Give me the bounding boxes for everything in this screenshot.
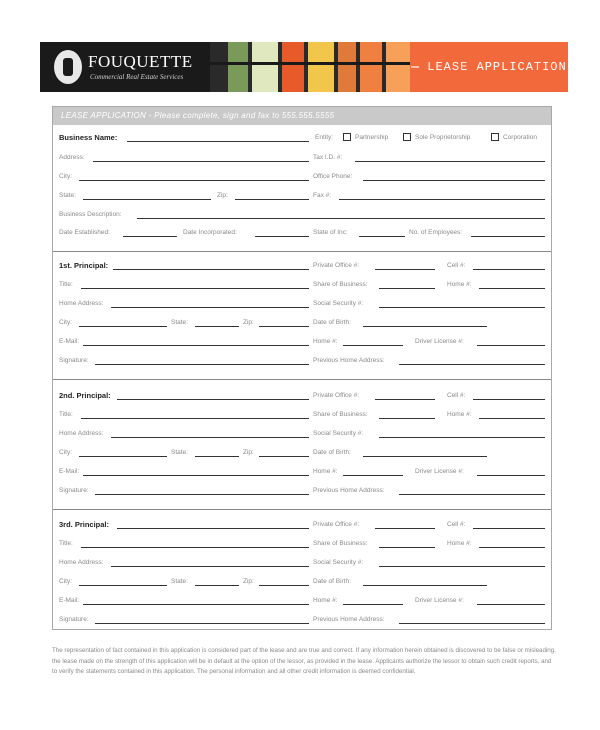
- principal-1-home-field[interactable]: [343, 345, 403, 346]
- principal-3-zip-field[interactable]: [259, 585, 309, 586]
- principal-1-heading: 1st. Principal:: [59, 261, 109, 270]
- principal-1-prev-address-field[interactable]: [399, 364, 545, 365]
- principal-3-state-field[interactable]: [195, 585, 239, 586]
- principal-2-private-office-label: Private Office #:: [313, 392, 360, 399]
- date-incorporated-field[interactable]: [255, 236, 309, 237]
- fax-field[interactable]: [339, 199, 545, 200]
- company-tagline: Commercial Real Estate Services: [90, 73, 184, 81]
- principal-2-dob-label: Date of Birth:: [313, 449, 351, 456]
- principal-3-home-address-field[interactable]: [111, 566, 309, 567]
- principal-1-zip-field[interactable]: [259, 326, 309, 327]
- header-banner: [40, 42, 568, 92]
- principal-2-title-label: Title:: [59, 411, 73, 418]
- principal-1-email-label: E-Mail:: [59, 338, 80, 345]
- principal-1-share-field[interactable]: [379, 288, 435, 289]
- principal-2-home-address-label: Home Address:: [59, 430, 104, 437]
- office-phone-field[interactable]: [363, 180, 545, 181]
- principal-3-home-address-label: Home Address:: [59, 559, 104, 566]
- principal-1-home-label: Home #:: [313, 338, 338, 345]
- principal-1-city-field[interactable]: [79, 326, 167, 327]
- principal-3-section: [53, 517, 551, 629]
- tax-id-field[interactable]: [355, 161, 545, 162]
- principal-2-heading: 2nd. Principal:: [59, 391, 111, 400]
- principal-3-dob-label: Date of Birth:: [313, 578, 351, 585]
- principal-1-zip-label: Zip:: [243, 319, 254, 326]
- business-description-label: Business Description:: [59, 211, 122, 218]
- principal-3-share-field[interactable]: [379, 547, 435, 548]
- principal-1-private-office-label: Private Office #:: [313, 262, 360, 269]
- principal-2-email-field[interactable]: [83, 475, 309, 476]
- principal-2-ssn-label: Social Security #:: [313, 430, 364, 437]
- principal-3-dob-field[interactable]: [363, 585, 487, 586]
- partnership-checkbox[interactable]: [343, 133, 351, 141]
- principal-2-name-field[interactable]: [117, 399, 309, 400]
- form-header: LEASE APPLICATION - Please complete, sign and fax to 555.555.5555: [53, 107, 551, 125]
- principal-1-cell-field[interactable]: [473, 269, 545, 270]
- principal-2-cell-field[interactable]: [473, 399, 545, 400]
- business-name-field[interactable]: [127, 141, 309, 142]
- principal-1-ssn-field[interactable]: [379, 307, 545, 308]
- principal-3-name-field[interactable]: [117, 528, 309, 529]
- principal-3-title-label: Title:: [59, 540, 73, 547]
- principal-2-home-label: Home #:: [313, 468, 338, 475]
- date-incorporated-label: Date Incorporated:: [183, 229, 237, 236]
- corporation-checkbox[interactable]: [491, 133, 499, 141]
- principal-2-share-label: Share of Business:: [313, 411, 368, 418]
- principal-1-cell-label: Cell #:: [447, 262, 466, 269]
- principal-1-prev-address-label: Previous Home Address:: [313, 357, 385, 364]
- principal-3-prev-address-label: Previous Home Address:: [313, 616, 385, 623]
- employees-field[interactable]: [471, 236, 545, 237]
- principal-3-city-label: City:: [59, 578, 72, 585]
- section-divider: [53, 509, 551, 510]
- state-label: State:: [59, 192, 76, 199]
- business-section: [53, 129, 551, 251]
- principal-3-home-field[interactable]: [343, 604, 403, 605]
- principal-3-cell-field[interactable]: [473, 528, 545, 529]
- principal-1-signature-label: Signature:: [59, 357, 89, 364]
- principal-1-name-field[interactable]: [113, 269, 309, 270]
- address-label: Address:: [59, 154, 85, 161]
- principal-2-home-phone-label: Home #:: [447, 411, 472, 418]
- principal-3-ssn-label: Social Security #:: [313, 559, 364, 566]
- principal-3-private-office-label: Private Office #:: [313, 521, 360, 528]
- principal-3-home-phone-field[interactable]: [479, 547, 545, 548]
- section-divider: [53, 379, 551, 380]
- entity-label: Entity:: [315, 134, 334, 141]
- corporation-label: Corporation: [503, 134, 537, 141]
- title-dash: [411, 66, 419, 68]
- principal-3-city-field[interactable]: [79, 585, 167, 586]
- principal-2-zip-label: Zip:: [243, 449, 254, 456]
- state-field[interactable]: [83, 199, 211, 200]
- company-logo: [40, 42, 210, 92]
- principal-2-ssn-field[interactable]: [379, 437, 545, 438]
- principal-2-title-field[interactable]: [81, 418, 309, 419]
- banner-window-image: [210, 42, 410, 92]
- sole-proprietorship-checkbox[interactable]: [403, 133, 411, 141]
- principal-1-state-field[interactable]: [195, 326, 239, 327]
- state-of-inc-field[interactable]: [359, 236, 405, 237]
- principal-2-prev-address-label: Previous Home Address:: [313, 487, 385, 494]
- city-label: City:: [59, 173, 72, 180]
- business-name-label: Business Name:: [59, 133, 118, 142]
- principal-3-prev-address-field[interactable]: [399, 623, 545, 624]
- date-established-field[interactable]: [123, 236, 177, 237]
- principal-1-home-address-label: Home Address:: [59, 300, 104, 307]
- principal-3-title-field[interactable]: [81, 547, 309, 548]
- date-established-label: Date Established:: [59, 229, 110, 236]
- partnership-label: Partnership: [355, 134, 389, 141]
- tax-id-label: Tax I.D. #:: [313, 154, 343, 161]
- principal-3-license-label: Driver License #:: [415, 597, 464, 604]
- principal-2-city-field[interactable]: [79, 456, 167, 457]
- principal-3-home-phone-label: Home #:: [447, 540, 472, 547]
- principal-2-home-phone-field[interactable]: [479, 418, 545, 419]
- logo-emblem-icon: [54, 50, 82, 84]
- principal-2-signature-label: Signature:: [59, 487, 89, 494]
- principal-1-city-label: City:: [59, 319, 72, 326]
- principal-1-signature-field[interactable]: [95, 364, 309, 365]
- principal-3-email-field[interactable]: [83, 604, 309, 605]
- principal-3-zip-label: Zip:: [243, 578, 254, 585]
- principal-2-home-field[interactable]: [343, 475, 403, 476]
- legal-disclaimer: The representation of fact contained in this application is considered part of the lease and are true and correct. If any information herein obtained is discovered to be false or misleading, the lease made on the strength of this application will be in default at the option of the lessor, as provided in the lease. Applicants authorize the lessor to obtain such credit reports, and to verify the statements contained in this application. The personal information and all other credit information is deemed confidential.: [52, 647, 556, 675]
- principal-2-signature-field[interactable]: [95, 494, 309, 495]
- principal-2-zip-field[interactable]: [259, 456, 309, 457]
- fax-label: Fax #:: [313, 192, 332, 199]
- principal-2-prev-address-field[interactable]: [399, 494, 545, 495]
- principal-1-home-phone-field[interactable]: [479, 288, 545, 289]
- principal-1-private-office-field[interactable]: [375, 269, 435, 270]
- address-field[interactable]: [93, 161, 309, 162]
- principal-2-cell-label: Cell #:: [447, 392, 466, 399]
- principal-1-dob-label: Date of Birth:: [313, 319, 351, 326]
- company-name: FOUQUETTE: [88, 52, 193, 71]
- principal-3-signature-field[interactable]: [95, 623, 309, 624]
- principal-1-dob-field[interactable]: [363, 326, 487, 327]
- principal-1-home-phone-label: Home #:: [447, 281, 472, 288]
- principal-3-email-label: E-Mail:: [59, 597, 80, 604]
- principal-3-state-label: State:: [171, 578, 188, 585]
- principal-2-email-label: E-Mail:: [59, 468, 80, 475]
- principal-2-city-label: City:: [59, 449, 72, 456]
- principal-1-title-label: Title:: [59, 281, 73, 288]
- principal-3-signature-label: Signature:: [59, 616, 89, 623]
- document-title: LEASE APPLICATION: [427, 60, 567, 74]
- principal-1-title-field[interactable]: [81, 288, 309, 289]
- section-divider: [53, 251, 551, 252]
- business-description-field[interactable]: [137, 218, 545, 219]
- principal-1-share-label: Share of Business:: [313, 281, 368, 288]
- principal-2-home-address-field[interactable]: [111, 437, 309, 438]
- principal-3-ssn-field[interactable]: [379, 566, 545, 567]
- principal-3-license-field[interactable]: [477, 604, 545, 605]
- principal-1-license-field[interactable]: [477, 345, 545, 346]
- principal-1-state-label: State:: [171, 319, 188, 326]
- principal-2-license-label: Driver License #:: [415, 468, 464, 475]
- principal-1-license-label: Driver License #:: [415, 338, 464, 345]
- principal-1-section: [53, 257, 551, 379]
- principal-2-license-field[interactable]: [477, 475, 545, 476]
- principal-3-home-label: Home #:: [313, 597, 338, 604]
- principal-1-home-address-field[interactable]: [111, 307, 309, 308]
- zip-field[interactable]: [235, 199, 309, 200]
- principal-3-private-office-field[interactable]: [375, 528, 435, 529]
- principal-2-private-office-field[interactable]: [375, 399, 435, 400]
- office-phone-label: Office Phone:: [313, 173, 353, 180]
- principal-2-section: [53, 387, 551, 509]
- city-field[interactable]: [79, 180, 309, 181]
- principal-1-email-field[interactable]: [83, 345, 309, 346]
- document-title-block: [410, 42, 568, 92]
- employees-label: No. of Employees:: [409, 229, 463, 236]
- state-of-inc-label: State of Inc:: [313, 229, 348, 236]
- principal-3-heading: 3rd. Principal:: [59, 520, 110, 529]
- principal-2-state-field[interactable]: [195, 456, 239, 457]
- principal-2-state-label: State:: [171, 449, 188, 456]
- principal-2-dob-field[interactable]: [363, 456, 487, 457]
- principal-3-share-label: Share of Business:: [313, 540, 368, 547]
- principal-3-cell-label: Cell #:: [447, 521, 466, 528]
- principal-1-ssn-label: Social Security #:: [313, 300, 364, 307]
- lease-application-form: [52, 106, 552, 630]
- sole-proprietorship-label: Sole Proprietorship: [415, 134, 471, 141]
- principal-2-share-field[interactable]: [379, 418, 435, 419]
- zip-label: Zip:: [217, 192, 228, 199]
